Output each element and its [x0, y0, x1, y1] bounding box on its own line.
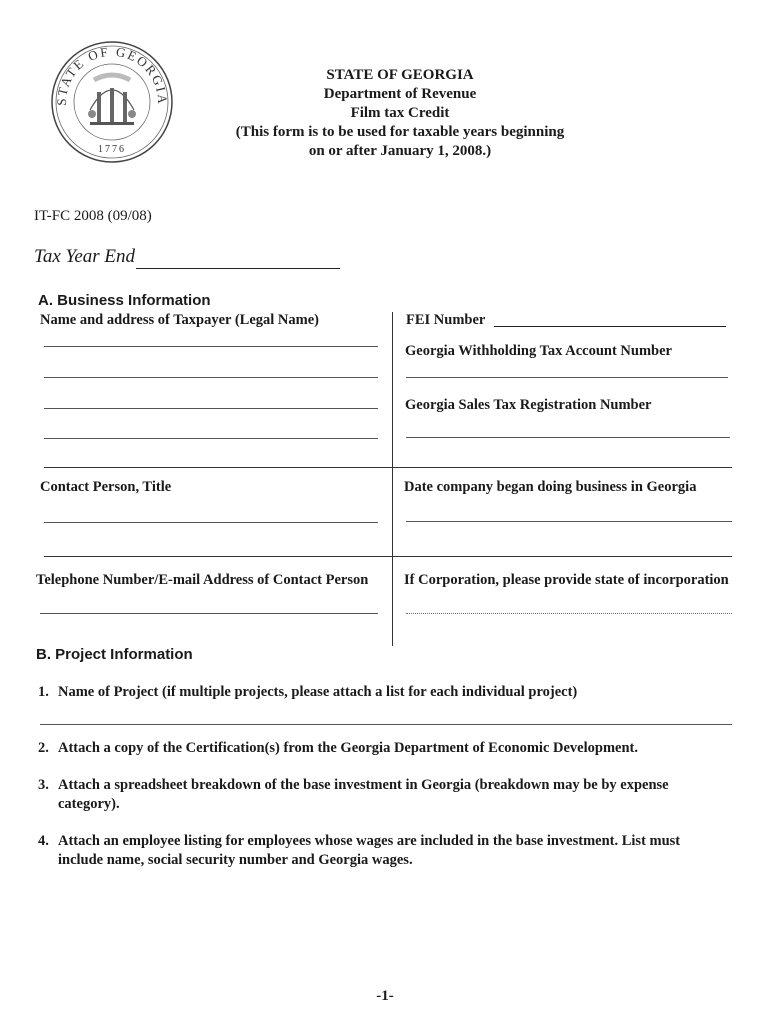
project-item-3 [38, 776, 738, 814]
form-id: IT-FC 2008 (09/08) [34, 208, 152, 224]
project-name-field[interactable] [40, 724, 732, 725]
project-item-2 [38, 739, 738, 758]
phone-email-field[interactable] [40, 613, 378, 614]
page-number: -1- [376, 988, 394, 1004]
date-began-field[interactable] [406, 521, 732, 522]
item-text-continued: category). [58, 796, 120, 812]
contact-person-label: Contact Person, Title [40, 479, 172, 495]
item-number: 4. [38, 833, 49, 849]
item-number: 2. [38, 740, 49, 756]
fei-number-label: FEI Number [406, 312, 486, 328]
name-address-line-3[interactable] [44, 408, 378, 409]
phone-email-label: Telephone Number/E-mail Address of Contact Person [36, 572, 369, 588]
item-text: Name of Project (if multiple projects, please attach a list for each individual project) [58, 684, 578, 700]
tax-year-end-label: Tax Year End [34, 246, 136, 267]
incorporation-state-field[interactable] [406, 613, 732, 614]
form-header [230, 66, 570, 161]
project-item-1 [38, 683, 738, 702]
name-address-line-1[interactable] [44, 346, 378, 347]
column-divider [392, 312, 393, 646]
fei-number-field[interactable] [494, 326, 726, 327]
item-text: Attach a copy of the Certification(s) from the Georgia Department of Economic Development. [58, 740, 638, 756]
seal-ring-text: STATE OF GEORGIA [53, 43, 171, 106]
withholding-account-label: Georgia Withholding Tax Account Number [405, 343, 672, 359]
section-a-divider-2 [44, 556, 732, 557]
section-a-title: A. Business Information [38, 292, 211, 309]
incorporation-state-label: If Corporation, please provide state of incorporation [404, 572, 729, 588]
sales-tax-registration-label: Georgia Sales Tax Registration Number [405, 397, 652, 413]
sales-tax-registration-field[interactable] [406, 437, 730, 438]
name-address-label: Name and address of Taxpayer (Legal Name) [40, 312, 319, 328]
contact-person-field[interactable] [44, 522, 378, 523]
item-text: Attach a spreadsheet breakdown of the base investment in Georgia (breakdown may be by expense [58, 777, 669, 793]
seal-year: 1776 [98, 144, 126, 155]
withholding-account-field[interactable] [406, 377, 728, 378]
header-note-line2: on or after January 1, 2008.) [308, 143, 492, 159]
section-a-divider-1 [44, 467, 732, 468]
item-number: 3. [38, 777, 49, 793]
header-form-title: Film tax Credit [350, 105, 450, 121]
header-state: STATE OF GEORGIA [326, 67, 474, 83]
name-address-line-2[interactable] [44, 377, 378, 378]
item-text-continued: include name, social security number and Georgia wages. [58, 852, 413, 868]
name-address-line-4[interactable] [44, 438, 378, 439]
item-number: 1. [38, 684, 49, 700]
section-b-title: B. Project Information [36, 646, 193, 663]
header-note-line1: (This form is to be used for taxable years beginning [235, 124, 565, 140]
tax-year-end-field[interactable] [136, 268, 340, 269]
header-department: Department of Revenue [323, 86, 477, 102]
georgia-state-seal [50, 40, 174, 164]
project-item-4 [38, 832, 738, 870]
date-began-label: Date company began doing business in Georgia [404, 479, 697, 495]
item-text: Attach an employee listing for employees whose wages are included in the base investment. List must [58, 833, 681, 849]
